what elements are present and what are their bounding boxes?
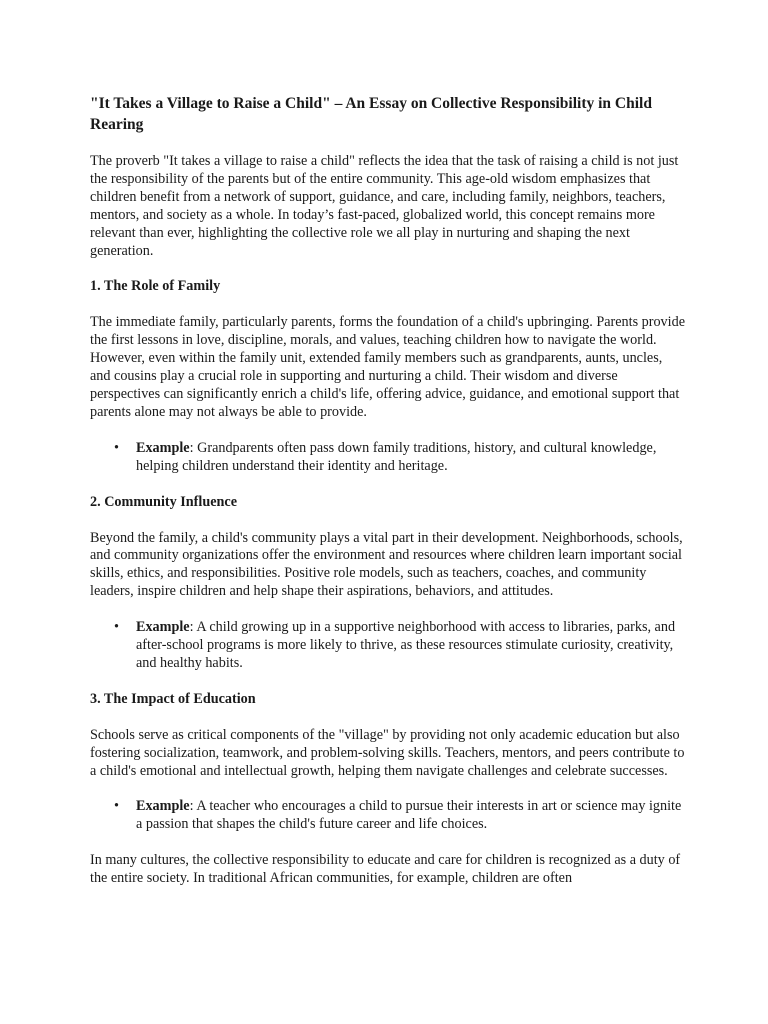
section-body-community: Beyond the family, a child's community plays a vital part in their development. Neighborhoods, schools, and community organizations offer the environment and resources where children learn important social skills, ethics, and responsibilities. Positive role models, such as teachers, coaches, and community leaders, inspire children and help shape their aspirations, behaviors, and attitudes. <box>90 529 683 600</box>
example-text: : A child growing up in a supportive neighborhood with access to libraries, parks, and after-school programs is more likely to thrive, as these resources stimulate curiosity, creativity, and healthy habits. <box>136 619 676 671</box>
section-heading-education: 3. The Impact of Education <box>90 690 256 707</box>
document-page <box>90 93 685 888</box>
section-body-education: Schools serve as critical components of the "village" by providing not only academic education but also fostering socialization, teamwork, and problem-solving skills. Teachers, mentors, and peers contribute to a child's emotional and intellectual growth, helping them navigate challenges and celebrate successes. <box>90 726 685 779</box>
bullet-icon: • <box>114 439 119 456</box>
section-heading-community: 2. Community Influence <box>90 493 238 510</box>
list-item <box>90 440 685 476</box>
essay-title: "It Takes a Village to Raise a Child" – An Essay on Collective Responsibility in Child Rearing <box>90 95 652 133</box>
example-text: : Grandparents often pass down family traditions, history, and cultural knowledge, helping children understand their identity and heritage. <box>136 439 657 474</box>
closing-paragraph: In many cultures, the collective responsibility to educate and care for children is recognized as a duty of the entire society. In traditional African communities, for example, children are often <box>90 852 681 887</box>
intro-paragraph: The proverb "It takes a village to raise a child" reflects the idea that the task of raising a child is not just the responsibility of the parents but of the entire community. This age-old wisdom emphasizes that children benefit from a network of support, guidance, and care, including family, neighbors, teachers, mentors, and society as a whole. In today’s fast-paced, globalized world, this concept remains more relevant than ever, highlighting the collective role we all play in nurturing and shaping the next generation. <box>90 153 679 259</box>
example-text: : A teacher who encourages a child to pursue their interests in art or science may ignite a passion that shapes the child's future career and life choices. <box>136 798 682 833</box>
list-item <box>90 619 685 673</box>
example-list-community <box>90 619 685 673</box>
example-label: Example <box>136 439 190 456</box>
example-list-family <box>90 440 685 476</box>
example-list-education <box>90 798 685 834</box>
example-label: Example <box>136 798 190 815</box>
example-label: Example <box>136 619 190 636</box>
bullet-icon: • <box>114 798 119 815</box>
list-item <box>90 798 685 834</box>
section-body-family: The immediate family, particularly parents, forms the foundation of a child's upbringing. Parents provide the first lessons in love, discipline, morals, and values, teaching children how to navigate the world. However, even within the family unit, extended family members such as grandparents, aunts, uncles, and cousins play a crucial role in supporting and nurturing a child. Their wisdom and diverse perspectives can significantly enrich a child's life, offering advice, guidance, and emotional support that parents alone may not always be able to provide. <box>90 314 685 420</box>
section-heading-family: 1. The Role of Family <box>90 278 221 295</box>
bullet-icon: • <box>114 619 119 636</box>
